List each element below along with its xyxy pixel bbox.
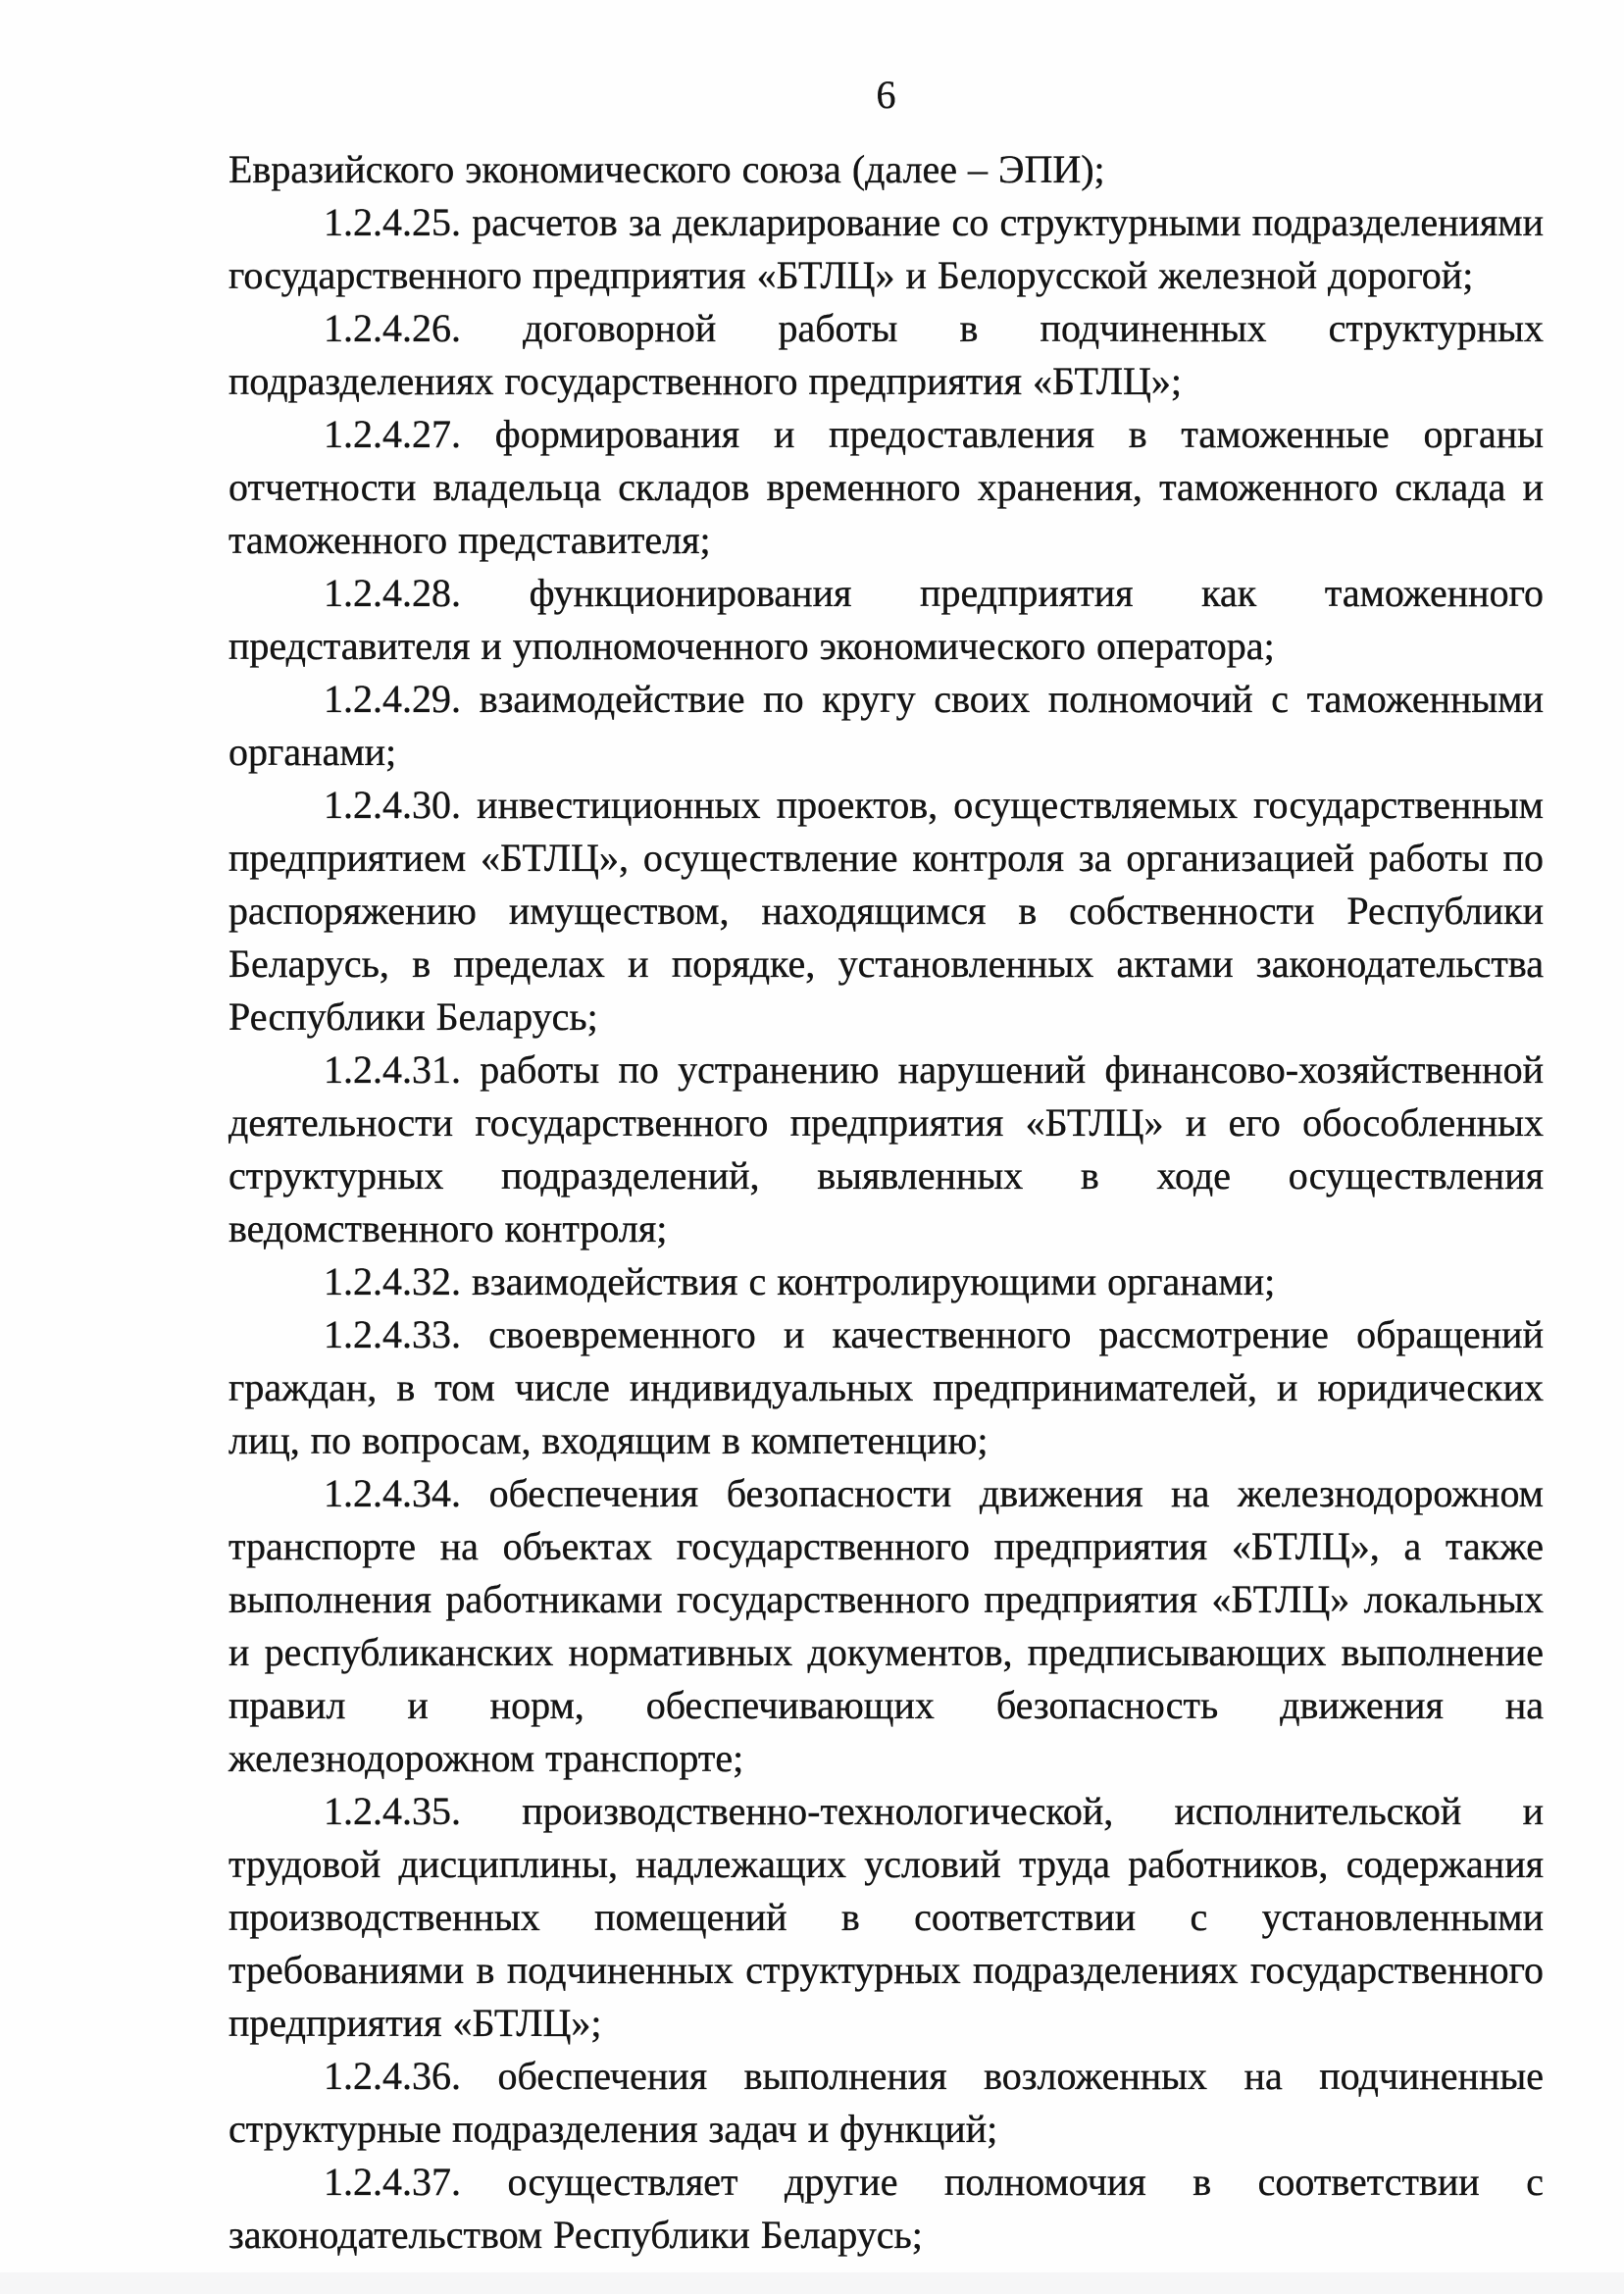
paragraph: 1.2.4.33. своевременного и качественного рассмотрение обращений граждан, в том числе индивидуальных предпринимателей, и юридических лиц, по вопросам, входящим в компетенцию; [228,1312,1544,1462]
paragraph: 1.2.4.32. взаимодействия с контролирующими органами; [324,1259,1276,1303]
paragraph: 1.2.4.35. производственно-технологической, исполнительской и трудовой дисциплины, надлежащих условий труда работников, содержания производственных помещений в соответствии с установленными требованиями в подчиненных структурных подразделениях государственного предприятия «БТЛЦ»; [228,1789,1544,2045]
paragraph: 1.2.4.28. функционирования предприятия как таможенного представителя и уполномоченного экономического оператора; [228,571,1544,668]
paragraph: 1.2.4.34. обеспечения безопасности движения на железнодорожном транспорте на объектах государственного предприятия «БТЛЦ», а также выполнения работниками государственного предприятия «БТЛЦ» локальных и республиканских нормативных документов, предписывающих выполнение правил и норм, обеспечивающих безопасность движения на железнодорожном транспорте; [228,1471,1544,1780]
paragraph: 1.2.4.27. формирования и предоставления в таможенные органы отчетности владельца складов временного хранения, таможенного склада и таможенного представителя; [228,412,1544,562]
text-column [228,69,1544,2294]
paragraph: 1.2.4.26. договорной работы в подчиненных структурных подразделениях государственного предприятия «БТЛЦ»; [228,306,1544,403]
paragraph: 1.2.4.37. осуществляет другие полномочия в соответствии с законодательством Республики Беларусь; [228,2160,1544,2257]
paragraph: 1.2.4.29. взаимодействие по кругу своих полномочий с таможенными органами; [228,677,1544,774]
page-number: 6 [876,73,896,117]
paragraph: 1.2.4.30. инвестиционных проектов, осуществляемых государственным предприятием «БТЛЦ», осуществление контроля за организацией работы по распоряжению имуществом, находящимся в собственности Республики Беларусь, в пределах и порядке, установленных актами законодательства Республики Беларусь; [228,783,1544,1039]
scan-artifact-bottom [0,2272,1624,2294]
paragraph: 1.2.4.25. расчетов за декларирование со структурными подразделениями государственного предприятия «БТЛЦ» и Белорусской железной дорогой; [228,200,1544,297]
document-paragraphs [228,143,1544,2294]
paragraph: Евразийского экономического союза (далее – ЭПИ); [228,147,1105,191]
paragraph: 1.2.4.36. обеспечения выполнения возложенных на подчиненные структурные подразделения задач и функций; [228,2054,1544,2151]
paragraph: 1.2.4.31. работы по устранению нарушений финансово-хозяйственной деятельности государственного предприятия «БТЛЦ» и его обособленных структурных подразделений, выявленных в ходе осуществления ведомственного контроля; [228,1047,1544,1250]
